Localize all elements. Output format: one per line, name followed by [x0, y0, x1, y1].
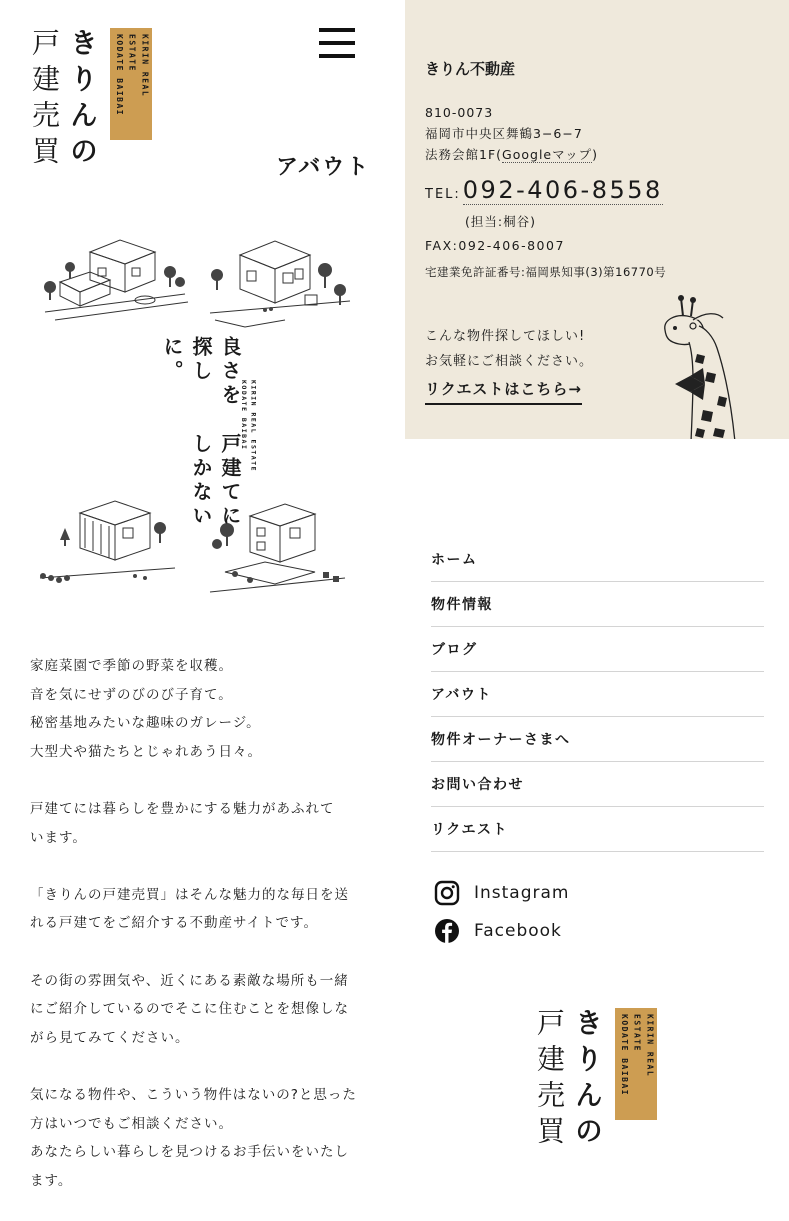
text-line: 秘密基地みたいな趣味のガレージ。 [30, 715, 261, 732]
text-line: 「きりんの戸建売買」はそんな魅力的な毎日を送 [30, 886, 349, 903]
paragraph [30, 652, 360, 766]
address-line: 福岡市中央区舞鶴3−6−7 [425, 126, 583, 141]
text-line: 音を気にせずのびのび子育て。 [30, 686, 233, 703]
lead-line2: お気軽にご相談ください。 [425, 354, 594, 369]
catch-brand-small [238, 380, 258, 472]
google-map-link[interactable]: Googleマップ [502, 147, 593, 162]
text-line: 気になる物件や、こういう物件はないの?と思った [30, 1086, 357, 1103]
house-illustration-family [205, 235, 355, 330]
facebook-link[interactable] [434, 918, 562, 944]
instagram-link[interactable] [434, 880, 570, 906]
logo-kodate-text: 戸建売買 [533, 1008, 566, 1152]
nav-item-home[interactable]: ホーム [431, 537, 764, 582]
nav-item-blog[interactable]: ブログ [431, 627, 764, 672]
fax-number: FAX:092-406-8007 [425, 238, 565, 253]
postal-code: 810-0073 [425, 105, 494, 120]
logo-tag [615, 1008, 657, 1120]
logo-tag-line2: KODATE BAIBAI [114, 34, 124, 117]
catch-small-line2: KODATE BAIBAI [239, 380, 248, 451]
nav-item-request[interactable]: リクエスト [431, 807, 764, 852]
nav-item-owners[interactable]: 物件オーナーさまへ [431, 717, 764, 762]
footer-logo[interactable] [535, 1008, 657, 1152]
paragraph [30, 795, 360, 852]
text-line: ます。 [30, 1172, 73, 1189]
catch-line1: 戸建てにしかない [189, 432, 242, 529]
request-link[interactable]: リクエストはこちら→ [425, 378, 582, 405]
logo-kirin-text: きりんの [571, 1008, 604, 1152]
site-logo[interactable] [30, 28, 152, 172]
instagram-icon [434, 880, 460, 906]
facebook-label: Facebook [474, 921, 562, 941]
text-line: います。 [30, 829, 87, 846]
nav-item-contact[interactable]: お問い合わせ [431, 762, 764, 807]
lead-line1: こんな物件探してほしい! [425, 329, 586, 344]
map-paren-open: ( [496, 147, 503, 162]
global-nav [431, 537, 764, 852]
logo-tag-line1: KIRIN REAL ESTATE [127, 34, 150, 98]
building-name: 法務会館1F [425, 147, 497, 162]
logo-kodate-text: 戸建売買 [28, 28, 61, 172]
license-number: 宅建業免許証番号:福岡県知事(3)第16770号 [425, 265, 667, 279]
hamburger-menu-button[interactable] [319, 28, 355, 58]
house-illustration-garage [40, 232, 190, 322]
hamburger-line [319, 41, 355, 45]
tel-link[interactable]: 092-406-8558 [462, 176, 663, 204]
company-info-panel [405, 0, 789, 439]
logo-tag-line1: KIRIN REAL ESTATE [632, 1014, 655, 1078]
logo-kirin-text: きりんの [66, 28, 99, 172]
nav-item-about[interactable]: アバウト [431, 672, 764, 717]
catch-small-line1: KIRIN REAL ESTATE [249, 380, 258, 473]
company-name: きりん不動産 [425, 60, 516, 78]
company-address [425, 102, 598, 165]
text-line: にご紹介しているのでそこに住むことを想像しな [30, 1001, 349, 1018]
about-body-text [30, 652, 360, 1195]
request-lead [425, 324, 593, 374]
text-line: れる戸建てをご紹介する不動産サイトです。 [30, 915, 318, 932]
map-paren-close: ) [592, 147, 599, 162]
paragraph [30, 967, 360, 1053]
hamburger-line [319, 28, 355, 32]
building-line [425, 144, 598, 165]
text-line: その街の雰囲気や、近くにある素敵な場所も一緒 [30, 972, 349, 989]
logo-tag-line2: KODATE BAIBAI [619, 1014, 629, 1097]
paragraph [30, 881, 360, 938]
facebook-icon [434, 918, 460, 944]
catch-line2: 良さを探しに。 [160, 336, 242, 408]
hamburger-line [319, 54, 355, 58]
paragraph [30, 1081, 360, 1195]
logo-tag [110, 28, 152, 140]
catch-copy [158, 336, 245, 536]
tel-label: TEL: [425, 187, 461, 202]
page-title: アバウト [276, 155, 371, 180]
text-line: 家庭菜園で季節の野菜を収穫。 [30, 658, 233, 674]
text-line: 戸建てには暮らしを豊かにする魅力があふれて [30, 800, 335, 817]
text-line: 大型犬や猫たちとじゃれあう日々。 [30, 743, 262, 760]
giraffe-illustration [645, 292, 745, 439]
contact-person: (担当:桐谷) [465, 214, 536, 229]
tel-row [425, 176, 663, 205]
text-line: がら見てみてください。 [30, 1029, 190, 1046]
text-line: 方はいつでもご相談ください。 [30, 1115, 233, 1132]
text-line: あなたらしい暮らしを見つけるお手伝いをいたし [30, 1144, 349, 1161]
nav-item-properties[interactable]: 物件情報 [431, 582, 764, 627]
instagram-label: Instagram [474, 883, 570, 903]
